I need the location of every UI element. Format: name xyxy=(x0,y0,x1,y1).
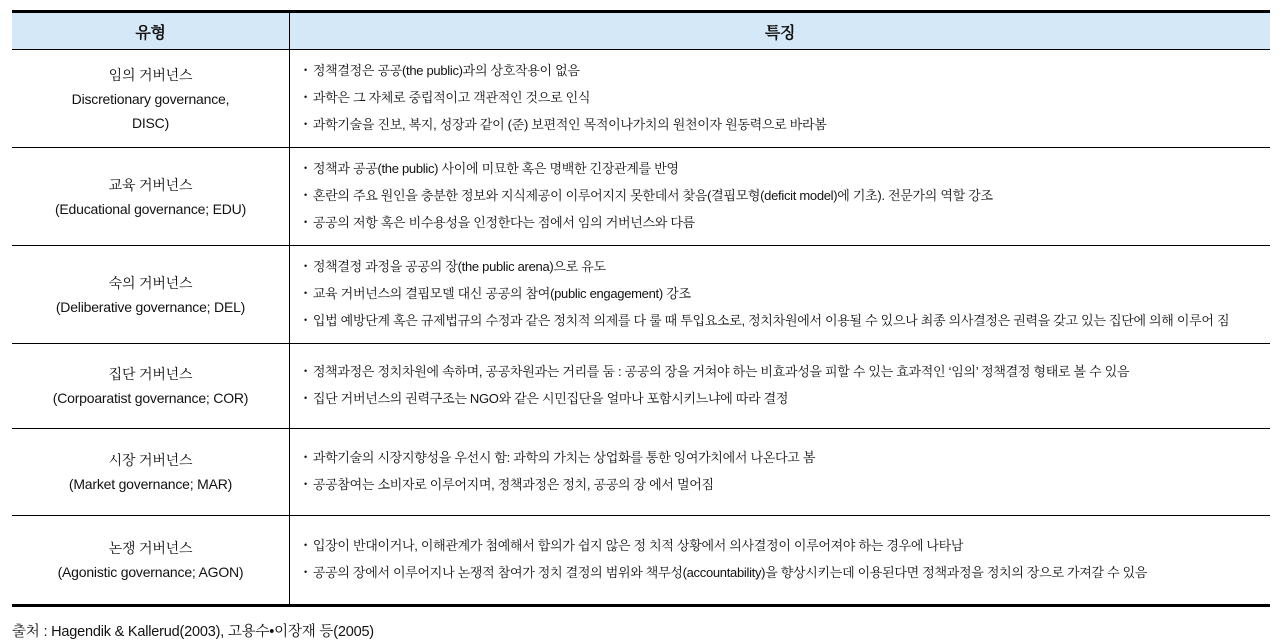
type-cell xyxy=(12,148,290,245)
header-cell-features: 특징 xyxy=(764,24,796,42)
table-row xyxy=(12,343,1270,428)
feature-text: 집단 거버넌스의 권력구조는 NGO와 같은 시민집단을 얼마나 포함시키느냐에 따라 결정 xyxy=(312,391,789,406)
feature-text: 과학은 그 자체로 중립적이고 객관적인 것으로 인식 xyxy=(312,90,591,105)
features-cell xyxy=(290,516,1270,604)
feature-item xyxy=(304,386,1264,413)
bullet-icon: • xyxy=(304,190,307,200)
feature-text: 정책과 공공(the public) 사이에 미묘한 혹은 명백한 긴장관계를 반영 xyxy=(312,161,679,176)
features-cell xyxy=(290,246,1270,343)
feature-item xyxy=(304,183,1264,210)
feature-item xyxy=(304,308,1264,335)
type-line: DISC) xyxy=(131,114,170,131)
type-line: 교육 거버넌스 xyxy=(108,176,193,193)
feature-text: 과학기술을 진보, 복지, 성장과 같이 (준) 보편적인 목적이나가치의 원천이자 원동력으로 바라봄 xyxy=(312,117,827,132)
type-line: (Educational governance; EDU) xyxy=(54,200,247,217)
feature-item xyxy=(304,210,1264,237)
table-row xyxy=(12,515,1270,604)
bullet-icon: • xyxy=(304,119,307,129)
feature-text: 입장이 반대이거나, 이해관계가 첨예해서 합의가 쉽지 않은 정 치적 상황에서 의사결정이 이루어져야 하는 경우에 나타남 xyxy=(312,538,964,553)
feature-text: 공공참여는 소비자로 이루어지며, 정책과정은 정치, 공공의 장 에서 멀어짐 xyxy=(312,477,714,492)
feature-item xyxy=(304,472,1264,499)
bullet-icon: • xyxy=(304,479,307,489)
type-line: (Agonistic governance; AGON) xyxy=(57,564,244,580)
bullet-icon: • xyxy=(304,567,307,577)
feature-item xyxy=(304,359,1264,386)
type-line: Discretionary governance, xyxy=(71,90,230,107)
bullet-icon: • xyxy=(304,92,307,102)
bullet-icon: • xyxy=(304,163,307,173)
feature-item xyxy=(304,560,1264,587)
bullet-icon: • xyxy=(304,452,307,462)
feature-text: 입법 예방단계 혹은 규제법규의 수정과 같은 정치적 의제를 다 룰 때 투입요소로, 정치차원에서 이용될 수 있으나 최종 의사결정은 권력을 갖고 있는 집단에 의해 이루어 짐 xyxy=(312,313,1230,328)
type-cell xyxy=(12,429,290,515)
bullet-icon: • xyxy=(304,65,307,75)
feature-text: 교육 거버넌스의 결핍모델 대신 공공의 참여(public engagement) 강조 xyxy=(312,286,691,301)
type-line: (Deliberative governance; DEL) xyxy=(55,298,246,315)
bullet-icon: • xyxy=(304,217,307,227)
feature-text: 정책결정은 공공(the public)과의 상호작용이 없음 xyxy=(312,63,580,78)
type-line: 임의 거버넌스 xyxy=(108,66,193,83)
feature-item xyxy=(304,58,1264,85)
feature-text: 공공의 저항 혹은 비수용성을 인정한다는 점에서 임의 거버넌스와 다름 xyxy=(312,215,695,230)
bullet-icon: • xyxy=(304,366,307,376)
features-cell xyxy=(290,344,1270,428)
table-header-row xyxy=(12,13,1270,49)
table-row xyxy=(12,147,1270,245)
features-cell xyxy=(290,50,1270,147)
feature-item xyxy=(304,156,1264,183)
type-line: 집단 거버넌스 xyxy=(108,366,193,382)
feature-item xyxy=(304,533,1264,560)
bullet-icon: • xyxy=(304,261,307,271)
type-cell xyxy=(12,246,290,343)
type-line: 시장 거버넌스 xyxy=(108,452,193,468)
header-cell-type: 유형 xyxy=(12,13,290,49)
feature-item xyxy=(304,85,1264,112)
type-line: (Corpoaratist governance; COR) xyxy=(52,390,249,406)
table-row xyxy=(12,245,1270,343)
feature-item xyxy=(304,254,1264,281)
feature-text: 혼란의 주요 원인을 충분한 정보와 지식제공이 이루어지지 못한데서 찾음(결핍모형(deficit model)에 기초). 전문가의 역할 강조 xyxy=(312,188,993,203)
type-cell xyxy=(12,50,290,147)
features-cell xyxy=(290,429,1270,515)
feature-text: 정책과정은 정치차원에 속하며, 공공차원과는 거리를 둠 : 공공의 장을 거쳐야 하는 비효과성을 피할 수 있는 효과적인 ‘임의’ 정책결정 형태로 볼 수 있음 xyxy=(312,364,1130,379)
table-row xyxy=(12,428,1270,515)
table-rows xyxy=(12,49,1270,604)
type-line: 논쟁 거버넌스 xyxy=(108,540,193,556)
table-row xyxy=(12,49,1270,147)
feature-item xyxy=(304,445,1264,472)
type-cell xyxy=(12,344,290,428)
source-note: 출처 : Hagendik & Kallerud(2003), 고용수•이장재 등(2005) xyxy=(12,624,374,640)
type-line: 숙의 거버넌스 xyxy=(108,274,193,291)
feature-item xyxy=(304,281,1264,308)
feature-item xyxy=(304,112,1264,139)
bullet-icon: • xyxy=(304,540,307,550)
type-cell xyxy=(12,516,290,604)
type-line: (Market governance; MAR) xyxy=(68,476,233,492)
governance-table xyxy=(12,10,1270,607)
bullet-icon: • xyxy=(304,315,307,325)
bullet-icon: • xyxy=(304,393,307,403)
feature-text: 정책결정 과정을 공공의 장(the public arena)으로 유도 xyxy=(312,259,606,274)
bullet-icon: • xyxy=(304,288,307,298)
features-cell xyxy=(290,148,1270,245)
feature-text: 과학기술의 시장지향성을 우선시 함: 과학의 가치는 상업화를 통한 잉여가치에서 나온다고 봄 xyxy=(312,450,816,465)
feature-text: 공공의 장에서 이루어지나 논쟁적 참여가 정치 결정의 범위와 책무성(accountability)을 향상시키는데 이용된다면 정책과정을 정치의 장으로 가져갈 수 있음 xyxy=(312,565,1148,580)
